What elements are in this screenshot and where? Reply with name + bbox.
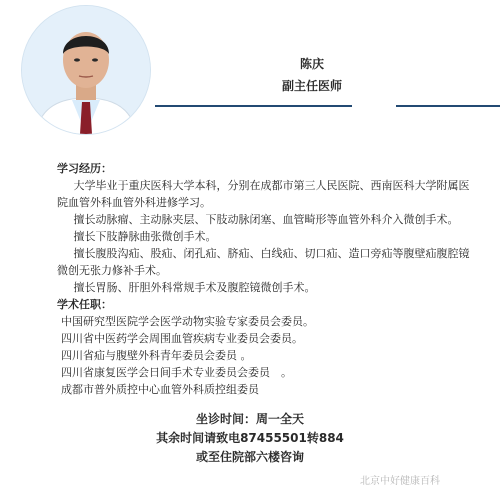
watermark: 北京中好健康百科 xyxy=(360,476,440,487)
position-item: 四川省康复医学会日间手术专业委员会委员 。 xyxy=(61,366,292,379)
education-paragraph: 擅长动脉瘤、主动脉夹层、下肢动脉闭塞、血管畸形等血管外科介入微创手术。 xyxy=(73,213,459,226)
education-heading: 学习经历： xyxy=(57,162,112,175)
doctor-portrait-illustration xyxy=(22,6,150,134)
position-item: 四川省中医药学会周围血管疾病专业委员会委员。 xyxy=(61,332,303,345)
profile-content xyxy=(57,160,477,398)
doctor-name-block xyxy=(252,56,372,94)
education-paragraph: 擅长腹股沟疝、股疝、闭孔疝、脐疝、白线疝、切口疝、造口旁疝等腹壁疝腹腔镜微创无张力修补手术。 xyxy=(57,247,470,277)
header-divider-left xyxy=(155,105,352,107)
consultation-info xyxy=(0,410,500,467)
consult-time: 坐诊时间：周一全天 xyxy=(195,412,304,426)
position-item: 中国研究型医院学会医学动物实验专家委员会委员。 xyxy=(61,315,314,328)
position-item: 四川省疝与腹壁外科青年委员会委员 。 xyxy=(61,349,252,362)
doctor-photo xyxy=(22,6,150,134)
education-paragraph: 擅长下肢静脉曲张微创手术。 xyxy=(73,230,217,243)
education-paragraph: 擅长胃肠、肝胆外科常规手术及腹腔镜微创手术。 xyxy=(73,281,316,294)
header-divider-right xyxy=(396,105,500,107)
position-item: 成都市普外质控中心血管外科质控组委员 xyxy=(61,383,259,396)
doctor-title: 副主任医师 xyxy=(281,79,342,93)
positions-heading: 学术任职： xyxy=(57,298,112,311)
consult-phone: 其余时间请致电87455501转884 xyxy=(156,431,344,445)
doctor-name: 陈庆 xyxy=(299,57,324,71)
consult-location: 或至住院部六楼咨询 xyxy=(195,450,304,464)
education-paragraph: 大学毕业于重庆医科大学本科，分别在成都市第三人民医院、西南医科大学附属医院血管外科血管外科进修学习。 xyxy=(57,179,470,209)
